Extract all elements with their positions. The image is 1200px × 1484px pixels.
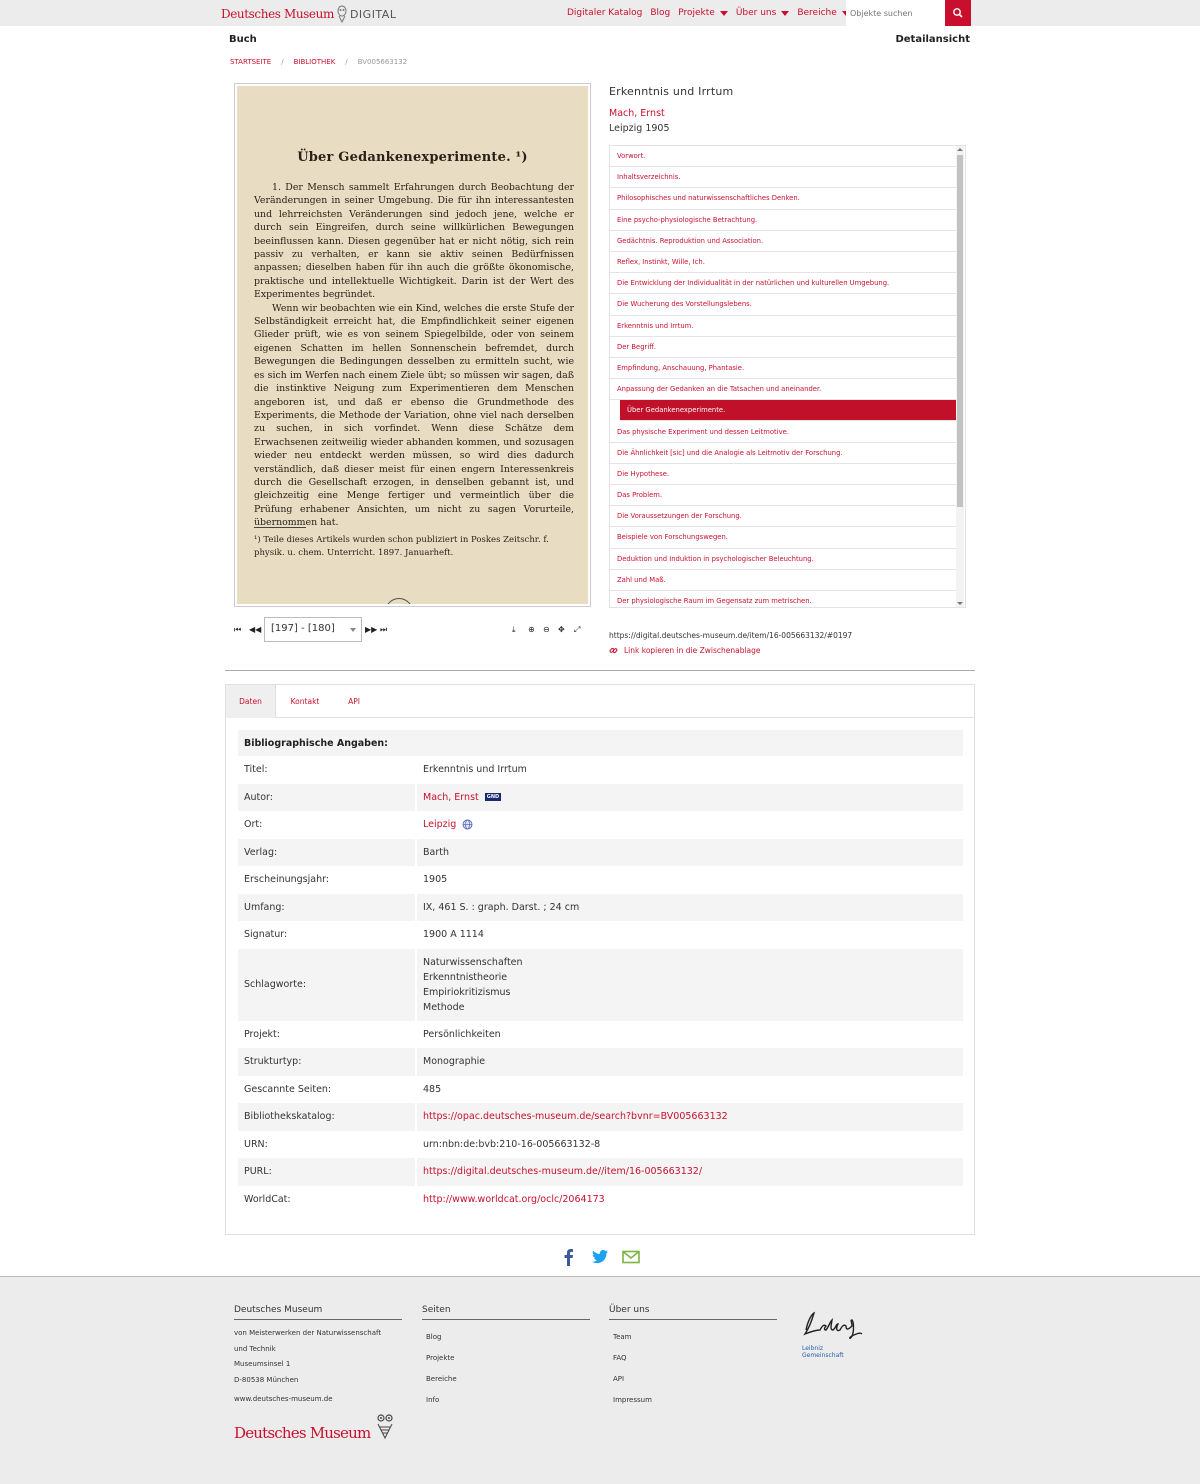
- author-link[interactable]: Mach, Ernst: [609, 108, 665, 119]
- footer-column-museum: [234, 1305, 402, 1408]
- scroll-up-icon[interactable]: [957, 148, 963, 151]
- nav-item-bereiche[interactable]: Bereiche: [797, 8, 849, 18]
- table-row: Umfang: IX, 461 S. : graph. Darst. ; 24 cm: [238, 894, 963, 922]
- toc-item[interactable]: Zahl und Maß.: [610, 570, 956, 591]
- footer-link-projekte[interactable]: Projekte: [426, 1354, 455, 1362]
- nav-item-ueber-uns[interactable]: Über uns: [736, 8, 790, 18]
- detail-view-label: Detailansicht: [895, 34, 970, 45]
- tab-daten[interactable]: Daten: [226, 685, 276, 718]
- scroll-down-icon[interactable]: [957, 602, 963, 605]
- toc-item[interactable]: Reflex, Instinkt, Wille, Ich.: [610, 252, 956, 273]
- table-row: URN: urn:nbn:de:bvb:210-16-005663132-8: [244, 1138, 601, 1150]
- table-row: Gescannte Seiten: 485: [244, 1083, 442, 1095]
- scrollbar-thumb[interactable]: [957, 155, 963, 507]
- worldcat-link[interactable]: http://www.worldcat.org/oclc/2064173: [423, 1193, 605, 1205]
- mail-icon[interactable]: [622, 1250, 640, 1264]
- page-stamp: [385, 598, 413, 604]
- footer-link-faq[interactable]: FAQ: [613, 1354, 627, 1362]
- viewer-controls: [234, 617, 591, 643]
- toc-item[interactable]: Deduktion und Induktion in psychologischer Beleuchtung.: [610, 549, 956, 570]
- table-row: PURL: https://digital.deutsches-museum.de//item/16-005663132/: [238, 1158, 963, 1186]
- table-row: Strukturtyp: Monographie: [238, 1048, 963, 1076]
- toc-scrollbar[interactable]: [956, 146, 964, 607]
- catalog-link[interactable]: https://opac.deutsches-museum.de/search?bvnr=BV005663132: [423, 1111, 728, 1123]
- table-row: Projekt: Persönlichkeiten: [244, 1028, 501, 1040]
- footnote-rule: [254, 527, 306, 528]
- facebook-icon[interactable]: [560, 1248, 578, 1266]
- footer: [0, 1276, 1200, 1484]
- first-page-icon[interactable]: ⏮: [234, 625, 242, 634]
- page-paragraph: 1. Der Mensch sammelt Erfahrungen durch Beobachtung der Veränderungen in seiner Umgebung. Die für ihn interessantesten und lehrreichsten Veränderungen sind jedoch jene, welche er durch sein Eingreifen, durch seine willkürlichen Bewegungen beeinflussen kann. Diesen gegenüber hat er nicht nötig, sich rein passiv zu verhalten, er kann sie aktiv seinen Bedürfnissen anpassen; dieselben haben für ihn auch die größte ökonomische, praktische und intellektuelle Wichtigkeit. Darin ist der Wert des Experimentes begründet.: [254, 182, 574, 301]
- last-page-icon[interactable]: ⏭: [380, 625, 388, 634]
- table-row: Erscheinungsjahr: 1905: [244, 874, 448, 886]
- link-icon: [609, 646, 618, 655]
- toc-item[interactable]: Anpassung der Gedanken an die Tatsachen und aneinander.: [610, 379, 956, 400]
- footer-dm-logo[interactable]: Deutsches Museum: [234, 1412, 396, 1442]
- tab-api[interactable]: API: [348, 697, 360, 706]
- search-icon: [945, 0, 971, 26]
- footer-heading: Deutsches Museum: [234, 1305, 402, 1320]
- toc-item[interactable]: Die Ähnlichkeit [sic] und die Analogie als Leitmotiv der Forschung.: [610, 443, 956, 464]
- toc-item[interactable]: Die Entwicklung der Individualität in der natürlichen und kulturellen Umgebung.: [610, 273, 956, 294]
- zoom-out-icon[interactable]: ⊖: [543, 625, 550, 634]
- toc-item-active[interactable]: Über Gedankenexperimente.: [620, 400, 956, 421]
- page-footnote: ¹) Teile dieses Artikels wurden schon publiziert in Poskes Zeitschr. f. physik. u. chem. Unterricht. 1897. Januarheft.: [254, 535, 549, 558]
- breadcrumb-home[interactable]: STARTSEITE: [230, 58, 272, 66]
- table-row: Ort: Leipzig: [238, 811, 963, 839]
- breadcrumb-separator: /: [281, 58, 284, 66]
- footer-link-api[interactable]: API: [613, 1375, 625, 1383]
- page-body: [254, 181, 574, 530]
- table-row: Titel: Erkenntnis und Irrtum: [244, 764, 527, 776]
- toc-item[interactable]: Gedächtnis. Reproduktion und Association.: [610, 231, 956, 252]
- nav-item-blog[interactable]: Blog: [650, 8, 671, 18]
- nav-item-projekte[interactable]: Projekte: [678, 8, 728, 18]
- breadcrumb-separator: /: [345, 58, 348, 66]
- table-row: WorldCat: http://www.worldcat.org/oclc/2064173: [244, 1193, 605, 1205]
- footer-link-bereiche[interactable]: Bereiche: [426, 1375, 457, 1383]
- top-bar: [0, 0, 1200, 26]
- toc-list: [610, 146, 965, 608]
- table-of-contents: [609, 145, 966, 608]
- page-permalink: https://digital.deutsches-museum.de/item/16-005663132/#0197: [609, 631, 853, 640]
- page-viewer[interactable]: [234, 83, 591, 607]
- breadcrumb: [230, 58, 407, 66]
- caret-down-icon: [781, 11, 789, 16]
- share-bar: [560, 1248, 640, 1266]
- toc-item[interactable]: Der physiologische Raum im Gegensatz zum metrischen.: [610, 591, 956, 608]
- toc-item[interactable]: Eine psycho-physiologische Betrachtung.: [610, 210, 956, 231]
- breadcrumb-current: BV005663132: [357, 58, 408, 66]
- previous-page-icon[interactable]: ◀◀: [249, 625, 262, 634]
- table-row: Autor: Mach, Ernst GND: [238, 784, 963, 812]
- toc-item[interactable]: Die Voraussetzungen der Forschung.: [610, 506, 956, 527]
- brand-name: Deutsches Museum: [221, 7, 334, 21]
- footer-link-impressum[interactable]: Impressum: [613, 1396, 652, 1404]
- leibniz-logo[interactable]: [800, 1310, 870, 1364]
- bibliographic-heading: Bibliographische Angaben:: [238, 730, 963, 756]
- bibliographic-table: [238, 730, 963, 1213]
- toc-item[interactable]: Erkenntnis und Irrtum.: [610, 316, 956, 337]
- place-value-link[interactable]: Leipzig: [423, 819, 457, 831]
- brand-logo[interactable]: [221, 5, 396, 23]
- toc-item[interactable]: Die Wucherung des Vorstellungslebens.: [610, 294, 956, 315]
- twitter-icon[interactable]: [591, 1249, 609, 1265]
- details-tabs: [226, 685, 974, 718]
- nav-item-katalog[interactable]: Digitaler Katalog: [567, 8, 643, 18]
- leibniz-signature-icon: [800, 1310, 866, 1342]
- toc-item[interactable]: Philosophisches und naturwissenschaftliches Denken.: [610, 188, 956, 209]
- page-type-label: Buch: [229, 34, 257, 45]
- toc-item[interactable]: Inhaltsverzeichnis.: [610, 167, 956, 188]
- footer-column-ueber-uns: [609, 1305, 777, 1404]
- table-row: Verlag: Barth: [238, 839, 963, 867]
- purl-link[interactable]: https://digital.deutsches-museum.de//item/16-005663132/: [423, 1166, 703, 1178]
- search-button[interactable]: [945, 0, 971, 26]
- toc-item[interactable]: Empfindung, Anschauung, Phantasie.: [610, 358, 956, 379]
- owl-icon: [337, 5, 347, 23]
- tab-kontakt[interactable]: Kontakt: [290, 697, 320, 706]
- fullscreen-icon[interactable]: ⤢: [574, 625, 581, 634]
- footer-heading: Über uns: [609, 1305, 777, 1320]
- toc-item[interactable]: Beispiele von Forschungswegen.: [610, 527, 956, 548]
- footer-column-seiten: [422, 1305, 590, 1404]
- gnd-badge-icon[interactable]: GND: [486, 794, 500, 801]
- table-row: Bibliothekskatalog: https://opac.deutsches-museum.de/search?bvnr=BV005663132: [238, 1103, 963, 1131]
- page-select[interactable]: [197] - [180]: [264, 617, 362, 642]
- toc-item[interactable]: Vorwort.: [610, 146, 956, 167]
- leibniz-wordmark: Leibniz Gemeinschaft: [802, 1345, 844, 1359]
- breadcrumb-library[interactable]: BIBLIOTHEK: [293, 58, 336, 66]
- details-panel: [225, 684, 975, 1235]
- toc-item[interactable]: Die Hypothese.: [610, 464, 956, 485]
- publication-info: Leipzig 1905: [609, 123, 670, 134]
- owl-icon: [374, 1412, 396, 1442]
- toc-item[interactable]: Das physische Experiment und dessen Leitmotive.: [610, 421, 956, 442]
- page-heading: Über Gedankenexperimente. ¹): [297, 150, 528, 165]
- section-divider: [225, 670, 975, 671]
- table-row: Schlagworte: Naturwissenschaften Erkenntnistheorie Empiriokritizismus Methode: [238, 949, 963, 1021]
- scanned-page-image: [237, 86, 588, 604]
- next-page-icon[interactable]: ▶▶: [365, 625, 378, 634]
- caret-down-icon: [720, 11, 728, 16]
- fit-to-page-icon[interactable]: ✥: [558, 625, 565, 634]
- book-title: Erkenntnis und Irrtum: [609, 85, 734, 98]
- author-value-link[interactable]: Mach, Ernst: [423, 791, 479, 803]
- footer-heading: Seiten: [422, 1305, 590, 1320]
- download-icon[interactable]: ⤓: [512, 625, 516, 634]
- toc-item[interactable]: Das Problem.: [610, 485, 956, 506]
- zoom-in-icon[interactable]: ⊕: [528, 625, 535, 634]
- copy-link-button[interactable]: Link kopieren in die Zwischenablage: [609, 646, 761, 655]
- footer-address: von Meisterwerken der Naturwissenschaft und Technik Museumsinsel 1 D-80538 München: [234, 1329, 382, 1384]
- chevron-down-icon: [350, 628, 356, 632]
- footer-link-blog[interactable]: Blog: [426, 1333, 442, 1341]
- footer-link-team[interactable]: Team: [613, 1333, 632, 1341]
- footer-website[interactable]: www.deutsches-museum.de: [234, 1395, 333, 1403]
- search-input[interactable]: [846, 0, 945, 26]
- toc-item[interactable]: Der Begriff.: [610, 337, 956, 358]
- brand-suffix: DIGITAL: [349, 7, 397, 21]
- table-row: Signatur: 1900 A 1114: [244, 929, 484, 941]
- page-paragraph: Wenn wir beobachten wie ein Kind, welches die erste Stufe der Selbständigkeit erreicht hat, die Empfindlichkeit seiner eigenen Glieder prüft, wie es von seinem Spiegelbilde, oder von seinem eigenen Schatten im hellen Sonnenschein befremdet, durch Bewegungen die Bedingungen desselben zu ermitteln sucht, wie es sich im Werfen nach einem Ziele übt; so müssen wir sagen, daß die instinktive Neigung zum Experimentieren dem Menschen angeboren ist, und daß er ebenso die Grundmethode des Experiments, die Methode der Variation, ohne viel nach derselben zu suchen, in sich vorfindet. Wenn diese Schätze dem Erwachsenen zeitweilig wieder abhanden kommen, und sozusagen wieder neu entdeckt werden müssen, so wird dies dadurch verständlich, daß dieser meist für einen engern Interessenkreis durch die Gesellschaft erzogen, in denselben gebannt ist, und gleichzeitig eine Menge fertiger und vermeintlich über die Prüfung erhabener Ansichten, um nicht zu sagen Vorurteile, übernommen hat.: [254, 302, 574, 529]
- footer-link-info[interactable]: Info: [426, 1396, 440, 1404]
- keyword-list: Naturwissenschaften Erkenntnistheorie Empiriokritizismus Methode: [423, 956, 523, 1013]
- globe-icon[interactable]: [462, 819, 473, 830]
